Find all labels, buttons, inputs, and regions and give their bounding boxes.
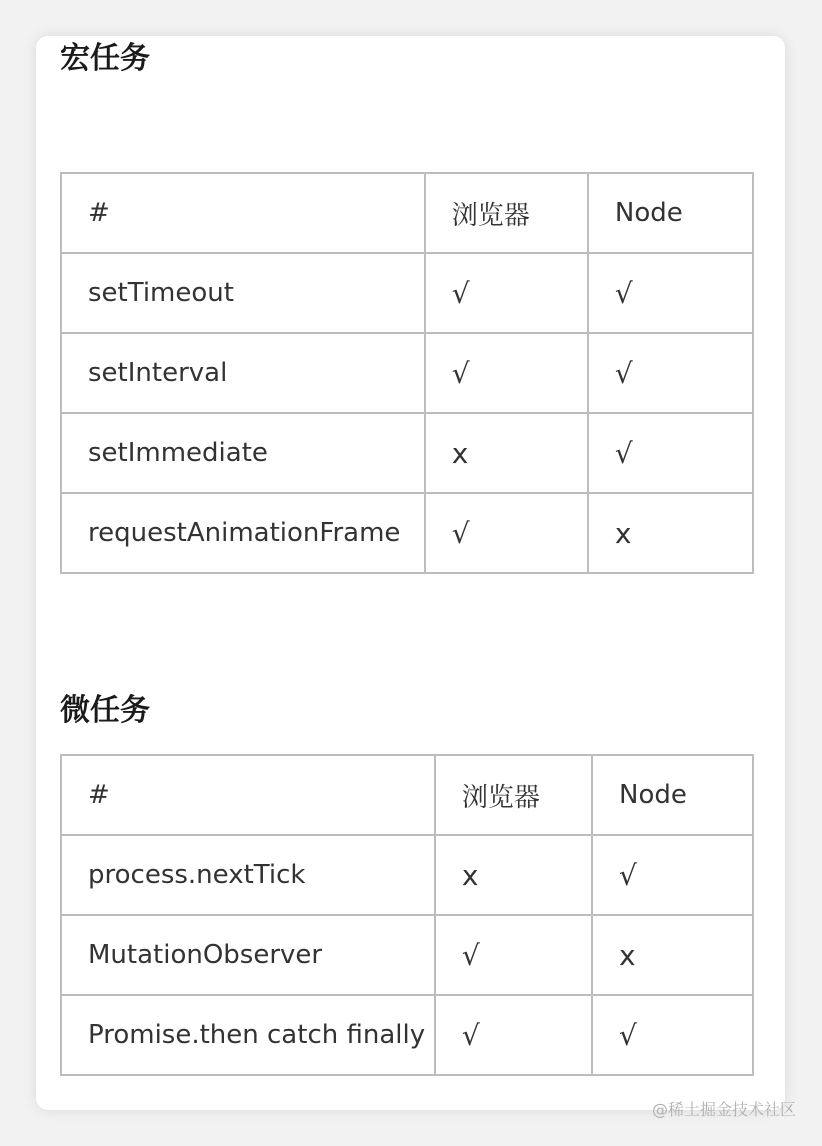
browser-support-cell: √	[425, 333, 588, 413]
table-row	[61, 915, 753, 995]
header-cell-browser: 浏览器	[425, 173, 588, 253]
header-cell-node: Node	[588, 173, 753, 253]
node-support-cell: √	[592, 835, 753, 915]
api-name-cell: setTimeout	[61, 253, 425, 333]
browser-support-cell: √	[425, 493, 588, 573]
table-row	[61, 995, 753, 1075]
node-support-cell: x	[592, 915, 753, 995]
node-support-cell: √	[588, 253, 753, 333]
header-cell-node: Node	[592, 755, 753, 835]
content-card	[36, 36, 785, 1110]
table-header-row	[61, 173, 753, 253]
header-cell-name: #	[61, 173, 425, 253]
table-row	[61, 493, 753, 573]
node-support-cell: x	[588, 493, 753, 573]
browser-support-cell: x	[425, 413, 588, 493]
table-row	[61, 333, 753, 413]
api-name-cell: process.nextTick	[61, 835, 435, 915]
browser-support-cell: x	[435, 835, 592, 915]
macro-task-title: 宏任务	[60, 41, 150, 76]
table-row	[61, 835, 753, 915]
header-cell-name: #	[61, 755, 435, 835]
micro-task-title: 微任务	[60, 693, 150, 728]
node-support-cell: √	[588, 413, 753, 493]
node-support-cell: √	[588, 333, 753, 413]
macro-task-table	[60, 172, 754, 574]
browser-support-cell: √	[435, 995, 592, 1075]
table-row	[61, 253, 753, 333]
table-row	[61, 413, 753, 493]
browser-support-cell: √	[435, 915, 592, 995]
table-header-row	[61, 755, 753, 835]
api-name-cell: Promise.then catch finally	[61, 995, 435, 1075]
header-cell-browser: 浏览器	[435, 755, 592, 835]
api-name-cell: setImmediate	[61, 413, 425, 493]
micro-task-table	[60, 754, 754, 1076]
api-name-cell: requestAnimationFrame	[61, 493, 425, 573]
browser-support-cell: √	[425, 253, 588, 333]
watermark: @稀土掘金技术社区	[651, 1100, 796, 1119]
api-name-cell: MutationObserver	[61, 915, 435, 995]
node-support-cell: √	[592, 995, 753, 1075]
api-name-cell: setInterval	[61, 333, 425, 413]
